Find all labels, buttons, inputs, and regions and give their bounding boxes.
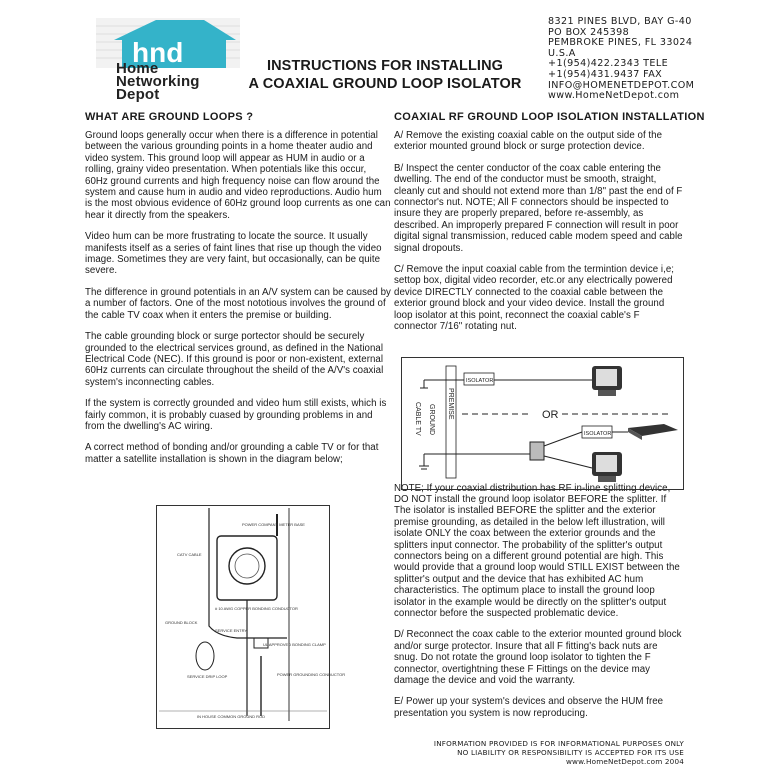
logo-line3: Depot bbox=[116, 86, 160, 103]
address-line: PEMBROKE PINES, FL 33024 bbox=[548, 37, 693, 49]
logo-line1: Home bbox=[116, 60, 159, 77]
cable-tv-label: CABLE TV bbox=[414, 402, 421, 436]
address-line: 8321 PINES BLVD, BAY G-40 bbox=[548, 16, 692, 27]
right-heading: COAXIAL RF GROUND LOOP ISOLATION INSTALLATION bbox=[394, 111, 705, 123]
fax-line: +1(954)431.9437 FAX bbox=[548, 68, 663, 80]
paragraph: A correct method of bonding and/or grounding a cable TV or for that matter a satellite installation is shown in the diagram below; bbox=[85, 442, 379, 465]
diagram-label: SERVICE DRIP LOOP bbox=[187, 674, 228, 679]
tv-icon bbox=[592, 452, 622, 482]
isolator-diagram bbox=[401, 357, 684, 490]
splitter-icon bbox=[530, 442, 544, 460]
diagram-label: CATV CABLE bbox=[177, 552, 202, 557]
step-e: E/ Power up your system's devices and observe the HUM free presentation you system is now reproducing. bbox=[394, 696, 664, 719]
step-b: B/ Inspect the center conductor of the coax cable entering the dwelling. The end of the conductor must be smooth, straight, cleanly cut and should not extend more than 1/8" past the end of F connector's nut. NOTE; All F connectors should be inspected to insure they are properly prepared, before re-assembly, as described. An improperly prepared F connection will result in poor digital signal transmission, reduced cable modem speed and cable signal dropouts. bbox=[394, 162, 683, 254]
paragraph: If the system is correctly grounded and video hum still exists, which is fairly common, it is probably cuased by grounding problems in and from the dwelling's AC wiring. bbox=[85, 398, 387, 432]
diagram-label: SERVICE ENTRY bbox=[215, 628, 248, 633]
meter-base-icon bbox=[217, 536, 277, 600]
diagram-label: IN HOUSE COMMON GROUND ROD bbox=[197, 714, 265, 719]
left-column bbox=[85, 130, 391, 475]
phone-line: +1(954)422.2343 TELE bbox=[548, 58, 669, 70]
diagram-label: # 10 AWG COPPER BONDING CONDUCTOR bbox=[215, 606, 298, 611]
or-label: OR bbox=[542, 409, 559, 421]
disclaimer: INFORMATION PROVIDED IS FOR INFORMATIONAL PURPOSES ONLY NO LIABILITY OR RESPONSIBILITY IS ACCEPTED FOR ITS USE www.HomeNetDepot.com 2004 bbox=[433, 739, 684, 766]
email-line: INFO@HOMENETDEPOT.COM bbox=[548, 79, 695, 91]
address-line: PO BOX 245398 bbox=[548, 26, 630, 38]
step-d: D/ Reconnect the coax cable to the exterior mounted ground block and/or surge protector. Insure that all F fitting's back nuts are snug. Do not rotate the ground loop isolator to tighten the F connector, overtightning these F Fittings on the device may damage the device and void the warranty. bbox=[394, 629, 682, 686]
website-line: www.HomeNetDepot.com bbox=[548, 90, 680, 102]
page-title: INSTRUCTIONS FOR INSTALLING A COAXIAL GROUND LOOP ISOLATOR bbox=[248, 58, 522, 92]
logo-line2: Networking bbox=[116, 73, 200, 90]
diagram-label: POWER COMPANY METER BASE bbox=[242, 522, 305, 527]
premise-label: PREMISE bbox=[447, 388, 454, 420]
tv-icon bbox=[592, 366, 622, 396]
diagram-label: GROUND BLOCK bbox=[165, 620, 198, 625]
paragraph: The difference in ground potentials in an A/V system can be caused by a number of factors. One of the most nototious involves the ground of the cable TV coax when it enters the premise or building. bbox=[85, 286, 391, 321]
settop-box-icon bbox=[628, 424, 678, 440]
company-address bbox=[548, 17, 758, 102]
diagram-label: UL APPROVED BONDING CLAMP bbox=[263, 642, 326, 647]
left-heading: WHAT ARE GROUND LOOPS ? bbox=[85, 111, 254, 123]
isolator-label-bottom: ISOLATOR bbox=[584, 431, 612, 437]
paragraph: Ground loops generally occur when there is a difference in potential between the various grounding points in a home theater audio and video system. This ground loop will appear as HUM in audio or a rolling, grainy video presentation. When potentials like this occur, 60Hz ground currents and high frequency noise can flow around the system and cause hum in audio and video reproductions. Audio hum is the most obvious evidence of 60Hz ground loop currents as one can hear it directly from the speakers. bbox=[85, 130, 391, 221]
paragraph: The cable grounding block or surge portector should be securely grounded to the electrical services ground, as defined in the National Electrical Code (NEC). If this ground is poor or non-existent, external 60Hz currents can circulate throughout the sheild of the A/V's coaxial system's inconnecting cables. bbox=[85, 331, 384, 388]
step-c: C/ Remove the input coaxial cable from the termintion device i,e; settop box, digital video recorder, etc.or any electrically powered device DIRECTLY connected to the coaxial cable between the exterior ground block and your video device. Install the ground loop isolator at this point, reconnect the coaxial cable's F connector 7/16" rotating nut. bbox=[394, 264, 675, 333]
step-a: A/ Remove the existing coaxial cable on the output side of the exterior mounted ground block or surge protection device. bbox=[394, 130, 663, 153]
diagram-label: POWER GROUNDING CONDUCTOR bbox=[277, 672, 346, 677]
company-logo bbox=[96, 18, 240, 103]
svg-text:hnd: hnd bbox=[132, 37, 184, 68]
grounding-diagram bbox=[156, 505, 346, 729]
paragraph: Video hum can be more frustrating to locate the source. It usually manifests itself as a series of faint lines that rise up though the video image. Sometimes they are very faint, but occasionally, can be quite severe. bbox=[85, 231, 382, 277]
isolator-label-top: ISOLATOR bbox=[466, 378, 494, 384]
ground-label: GROUND bbox=[428, 404, 435, 436]
note: NOTE; If your coaxial distribution has RF in-line splitting device, DO NOT install the ground loop isolator BEFORE the splitter. If The isolator is installed BEFORE the splitter and the exterior premise grounding, as detailed in the below left illustration, will isolate ONLY the coax between the exterior grounds and the splitters input connector. The probability of the splitter's output connectors being on a different ground potential are high. This would provide that a ground loop would STILL EXIST between the splitter's output and the device that has exhibited AC hum characteristics. The optimum place to install the ground loop isolator in the example would be directly on the splitter's output connector before the suspected problematic device. bbox=[394, 482, 680, 619]
address-line: U.S.A bbox=[548, 47, 576, 59]
